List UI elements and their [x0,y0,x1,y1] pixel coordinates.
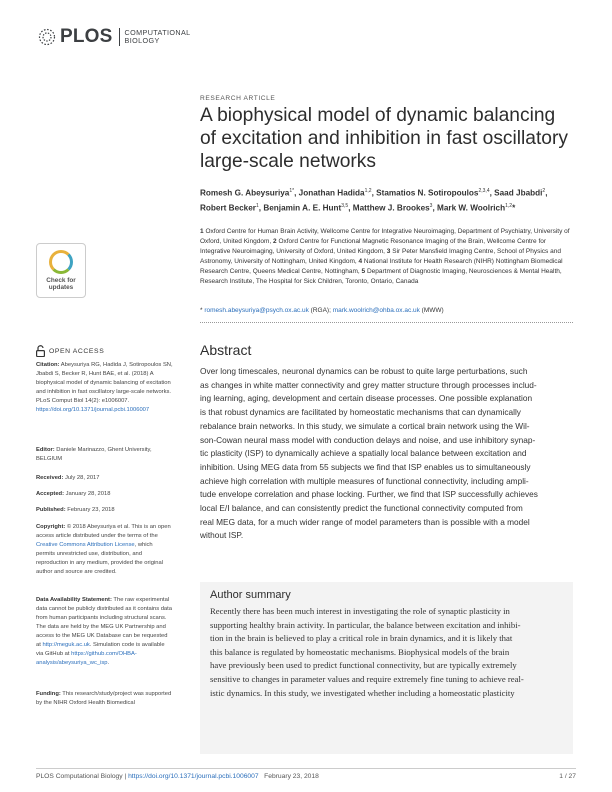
affiliation-text: Oxford Centre for Functional Magnetic Resonance Imaging of the Brain, Wellcome Centre for Integrative Neuroimaging, University of Oxford, United Kingdom, [200,237,547,255]
published-label: Published: [36,507,66,513]
citation-block [36,361,173,415]
license-link[interactable]: Creative Commons Attribution License [36,542,135,548]
page-number: 1 / 27 [559,773,576,780]
affiliation-text: National Institute for Health Research (NIHR) Nottingham Biomedical Research Centre, Queens Medical Centre, Nottingham, [200,257,563,275]
abstract-line: Over long timescales, neuronal dynamics can be robust to quite large perturbations, such [200,366,528,376]
abstract-line: as changes in white matter connectivity and grey matter structure through processes includ- [200,379,537,390]
data-availability-block [36,596,173,668]
abstract-line: tude envelope correlation and phase locking. Further, we find that ISP successfully achieves [200,489,538,500]
footer-doi-link[interactable]: https://doi.org/10.1371/journal.pcbi.1006007 [128,773,259,780]
abstract-line: rebalance brain networks. In this study, we simulate a cortical brain network using the Wil- [200,420,530,431]
badge-label [37,277,85,292]
author-separator: , [371,188,377,198]
corresp-prefix: * [200,307,205,314]
correspondence [200,307,575,314]
corresp-suffix: (MWW) [419,307,444,314]
data-availability-end: . [107,660,110,666]
updates-icon [49,250,73,274]
page-footer [36,773,576,780]
badge-label-line2: updates [48,284,74,292]
author-name: Stamatios N. Sotiropoulos [376,188,479,198]
author-affil-sup: 1,2 [505,203,513,210]
author-name: Jonathan Hadida [298,188,365,198]
copyright-block [36,523,173,577]
author-separator: * [512,203,516,213]
author-affil-sup: 3 [429,203,433,210]
affiliation-text: Department of Diagnostic Imaging, Neurosciences & Mental Health, Research Institute, The Hospital for Sick Children, Toronto, Ontario, Canada [200,267,562,285]
summary-line: sensitive to changes in parameter values and require extremely fine tuning to achieve real- [210,673,524,684]
author-name: Mark W. Woolrich [437,203,506,213]
data-availability-text-cont: . Simulation code is available via GitHub at [36,642,165,657]
copyright-text: © 2018 Abeysuriya et al. This is an open access article distributed under the terms of the [36,524,171,539]
footer-date: February 23, 2018 [258,773,319,780]
funding-label: Funding: [36,691,61,697]
received-label: Received: [36,475,64,481]
author-separator: , [489,188,495,198]
citation-doi-link[interactable]: https://doi.org/10.1371/journal.pcbi.1006007 [36,407,150,413]
open-access-label [36,345,104,357]
author-summary-body [210,605,568,700]
brand-name: PLOS [60,26,113,47]
published-block [36,506,173,515]
author-separator: , [432,203,438,213]
funding-text: This research/study/project was supported by the NIHR Oxford Health Biomedical [36,691,172,706]
abstract-line: local E/I balance, and can consistently predict the functional connectivity computed from [200,503,523,514]
summary-line: have previously been used to predict functional connectivity, but are typically extremely [210,660,517,671]
copyright-text-cont: , which permits unrestricted use, distribution, and reproduction in any medium, provided the original author and source are credited. [36,542,163,575]
abstract-line: tic plasticity (ISP) to dynamically achieve a spatially local balance between excitation and [200,448,527,459]
received-block [36,474,173,483]
section-divider [200,322,573,323]
accepted-block [36,490,173,499]
corresp-email-link[interactable]: romesh.abeysuriya@psych.ox.ac.uk [204,307,309,314]
affiliation-number: 5 [361,267,366,275]
accepted-date: January 28, 2018 [64,491,111,497]
logo-divider [119,28,120,46]
affiliation-number: 2 [273,237,277,245]
author-list [200,185,575,215]
author-affil-sup: 1,2 [364,188,372,194]
data-availability-label: Data Availability Statement: [36,597,112,603]
copyright-label: Copyright: [36,524,66,530]
author-separator: , [348,203,353,213]
affiliations [200,227,575,286]
open-access-text: OPEN ACCESS [49,347,105,355]
footer-rule [36,768,576,769]
corresp-email-link[interactable]: mark.woolrich@ohba.ox.ac.uk [332,307,420,314]
author-summary-heading: Author summary [210,589,291,601]
author-separator: , [545,188,548,198]
author-name: Saad Jbabdi [494,188,543,198]
author-affil-sup: 1 [255,203,259,210]
editor-label: Editor: [36,447,55,453]
author-name: Romesh G. Abeysuriya [200,188,290,198]
plos-dots-icon [36,26,58,48]
author-affil-sup: 3,5 [341,203,349,210]
abstract-line: without ISP. [200,530,244,541]
author-affil-sup: 2,3,4 [478,188,490,194]
corresp-mid: (RGA); [308,307,333,314]
github-link[interactable]: https://github.com/OHBA-analysis/abeysuriya_wc_isp [36,651,137,666]
open-lock-icon [36,345,45,357]
editor-text: Daniele Marinazzo, Ghent University, BELGIUM [36,447,152,462]
summary-line: Recently there has been much interest in investigating the role of synaptic plasticity in [210,606,510,616]
citation-text: Abeysuriya RG, Hadida J, Sotiropoulos SN, Jbabdi S, Becker R, Hunt BAE, et al. (2018) A biophysical model of dynamic balancing of excitation and inhibition in fast oscillatory large-scale networks. PLoS Comput Biol 14(2): e1006007. [36,362,173,404]
author-affil-sup: 1* [289,188,295,194]
footer-journal: PLOS Computational Biology | [36,773,129,780]
abstract-line: inhibition. Using MEG data from 55 subjects we find that ISP enables us to simultaneously [200,461,531,472]
affiliation-number: 4 [358,257,363,265]
author-affil-sup: 2 [542,188,546,194]
editor-block [36,446,173,464]
abstract-heading: Abstract [200,342,252,358]
abstract-line: real MEG data, for a much wider range of model parameters than is possible with a model [200,516,530,527]
affiliation-text: Oxford Centre for Human Brain Activity, Wellcome Centre for Integrative Neuroimaging, Department of Psychiatry, University of Oxford, United Kingdom, [200,228,570,245]
abstract-line: is that robust dynamics are facilitated by homeostatic mechanisms that can dynamically [200,407,521,418]
meguk-link[interactable]: http://meguk.ac.uk [42,642,90,648]
affiliation-number: 1 [200,228,204,235]
citation-label: Citation: [36,362,60,368]
author-separator: , [258,203,264,213]
abstract-line: ing learning, aging, development and certain disease processes. One possible explanation [200,393,533,404]
summary-line: tion in the brain is believed to play a critical role in brain dynamics, and it is likely that [210,633,513,644]
check-for-updates-badge[interactable] [36,243,86,298]
summary-line: supporting healthy brain activity. In particular, the balance between excitation and inhibi- [210,619,521,630]
summary-line: this balance is regulated by homeostatic mechanisms. Biophysical models of the brain [210,646,510,657]
article-title: A biophysical model of dynamic balancing of excitation and inhibition in fast oscillatory large-scale networks [200,105,568,172]
summary-line: istic dynamics. In this study, we investigated whether including a homeostatic plasticity [210,687,515,698]
author-separator: , [294,188,299,198]
journal-name [125,29,191,46]
affiliation-number: 3 [386,247,391,255]
author-name: Robert Becker [200,203,256,213]
affiliation-text: Sir Peter Mansfield Imaging Centre, School of Physics and Astronomy, University of Nottingham, United Kingdom, [200,247,561,265]
journal-name-line1: COMPUTATIONAL [124,27,191,37]
journal-logo [36,26,191,48]
author-name: Matthew J. Brookes [352,203,430,213]
published-date: February 23, 2018 [65,507,115,513]
funding-block [36,690,173,708]
article-type: RESEARCH ARTICLE [200,95,276,102]
received-date: July 28, 2017 [63,475,100,481]
author-name: Benjamin A. E. Hunt [263,203,342,213]
abstract-line: achieve high correlation with multiple measures of functional connectivity, including ampli- [200,475,529,486]
abstract-body [200,365,573,543]
journal-name-line2: BIOLOGY [124,36,160,45]
abstract-line: son-Cowan neural mass model with conduction delays and noise, and use inhibitory synap- [200,434,536,445]
data-availability-text: The raw experimental data cannot be publicly distributed as it contains data from human participants including structural scans. The data are held by the MEG UK Partnership and access to the MEG UK Database can be requested at [36,597,172,648]
badge-label-line1: Check for [46,277,76,284]
accepted-label: Accepted: [36,491,65,497]
